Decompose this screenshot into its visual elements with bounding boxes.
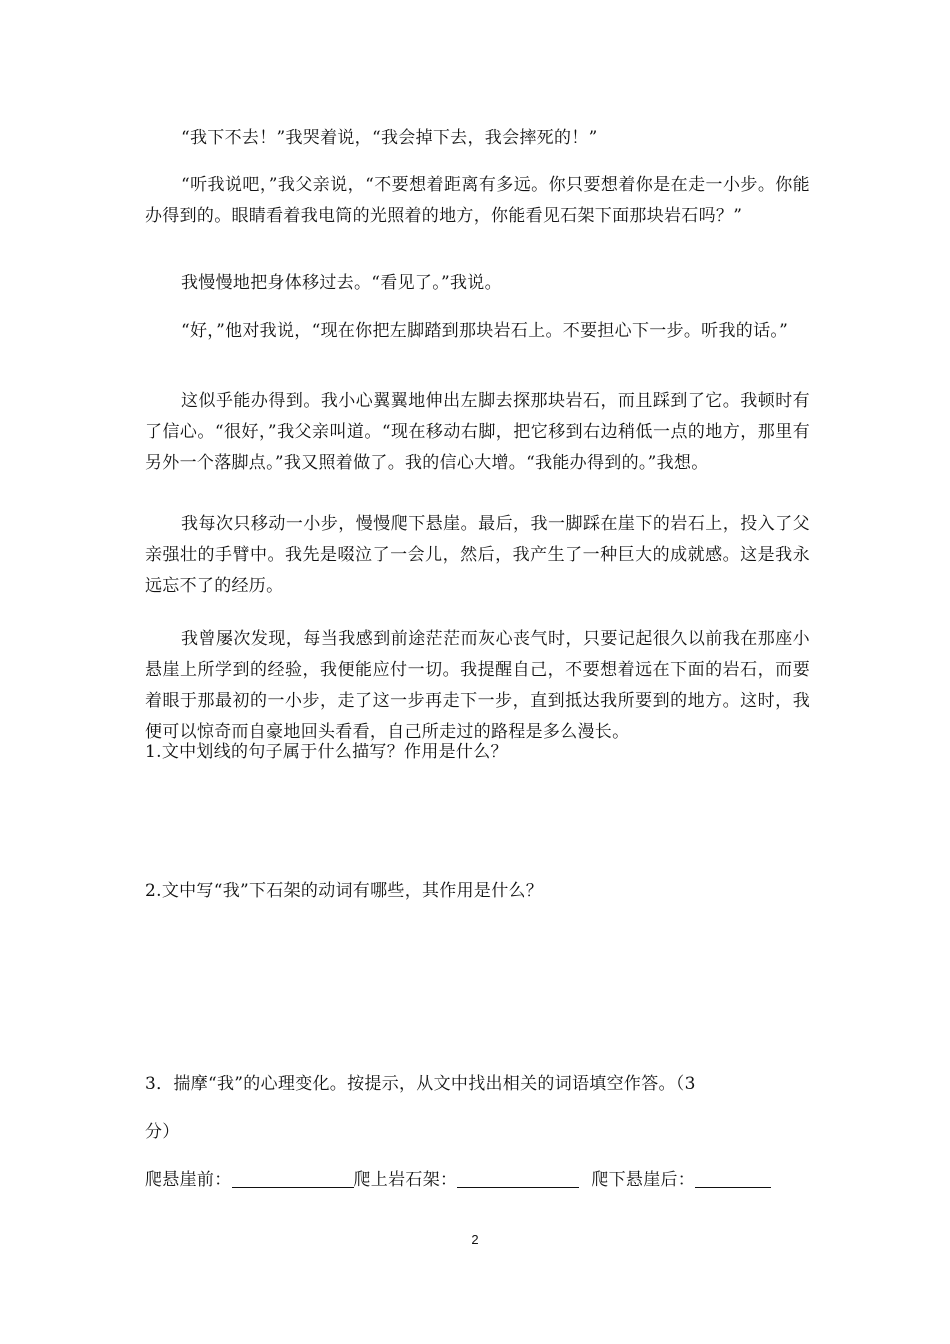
passage-paragraph-3: 我慢慢地把身体移过去。“看见了。”我说。 [181,273,502,293]
passage-paragraph-1: “我下不去！”我哭着说，“我会掉下去，我会摔死的！” [181,128,598,148]
passage-paragraph-5: 这似乎能办得到。我小心翼翼地伸出左脚去探那块岩石，而且踩到了它。我顿时有了信心。“很好，”我父亲叫道。“现在移动右脚，把它移到右边稍低一点的地方，那里有另外一个落脚点。”我又照着做了。我的信心大增。“我能办得到的。”我想。 [145,391,810,473]
question-2: 2.文中写“我”下石架的动词有哪些，其作用是什么？ [145,881,544,901]
answer-blank-after[interactable] [695,1169,771,1188]
answer-blank-before[interactable] [232,1169,354,1188]
answer-blank-on-ledge[interactable] [457,1169,579,1188]
page-number: 2 [471,1232,479,1247]
passage-paragraph-7: 我曾屡次发现，每当我感到前途茫茫而灰心丧气时，只要记起很久以前我在那座小悬崖上所学到的经验，我便能应付一切。我提醒自己，不要想着远在下面的岩石，而要着眼于那最初的一小步，走了这一步再走下一步，直到抵达我所要到的地方。这时，我便可以惊奇而自豪地回头看看，自己所走过的路程是多么漫长。 [145,629,810,742]
passage-paragraph-4: “好，”他对我说，“现在你把左脚踏到那块岩石上。不要担心下一步。听我的话。” [181,321,789,341]
fill-label-before: 爬悬崖前： [145,1170,232,1190]
fill-label-on-ledge: 爬上岩石架： [353,1170,458,1190]
passage-paragraph-2: “听我说吧，”我父亲说，“不要想着距离有多远。你只要想着你是在走一小步。你能办得到的。眼睛看着我电筒的光照着的地方，你能看见石架下面那块岩石吗？” [145,175,810,226]
fill-label-after: 爬下悬崖后： [591,1170,696,1190]
fill-in-row [145,1165,810,1196]
passage-paragraph-6: 我每次只移动一小步，慢慢爬下悬崖。最后，我一脚踩在崖下的岩石上，投入了父亲强壮的手臂中。我先是啜泣了一会儿，然后，我产生了一种巨大的成就感。这是我永远忘不了的经历。 [145,514,810,596]
question-1: 1.文中划线的句子属于什么描写？作用是什么？ [145,742,508,762]
question-3: 3．揣摩“我”的心理变化。按提示，从文中找出相关的词语填空作答。（3 [145,1074,696,1094]
question-3-continued: 分） [145,1122,180,1142]
